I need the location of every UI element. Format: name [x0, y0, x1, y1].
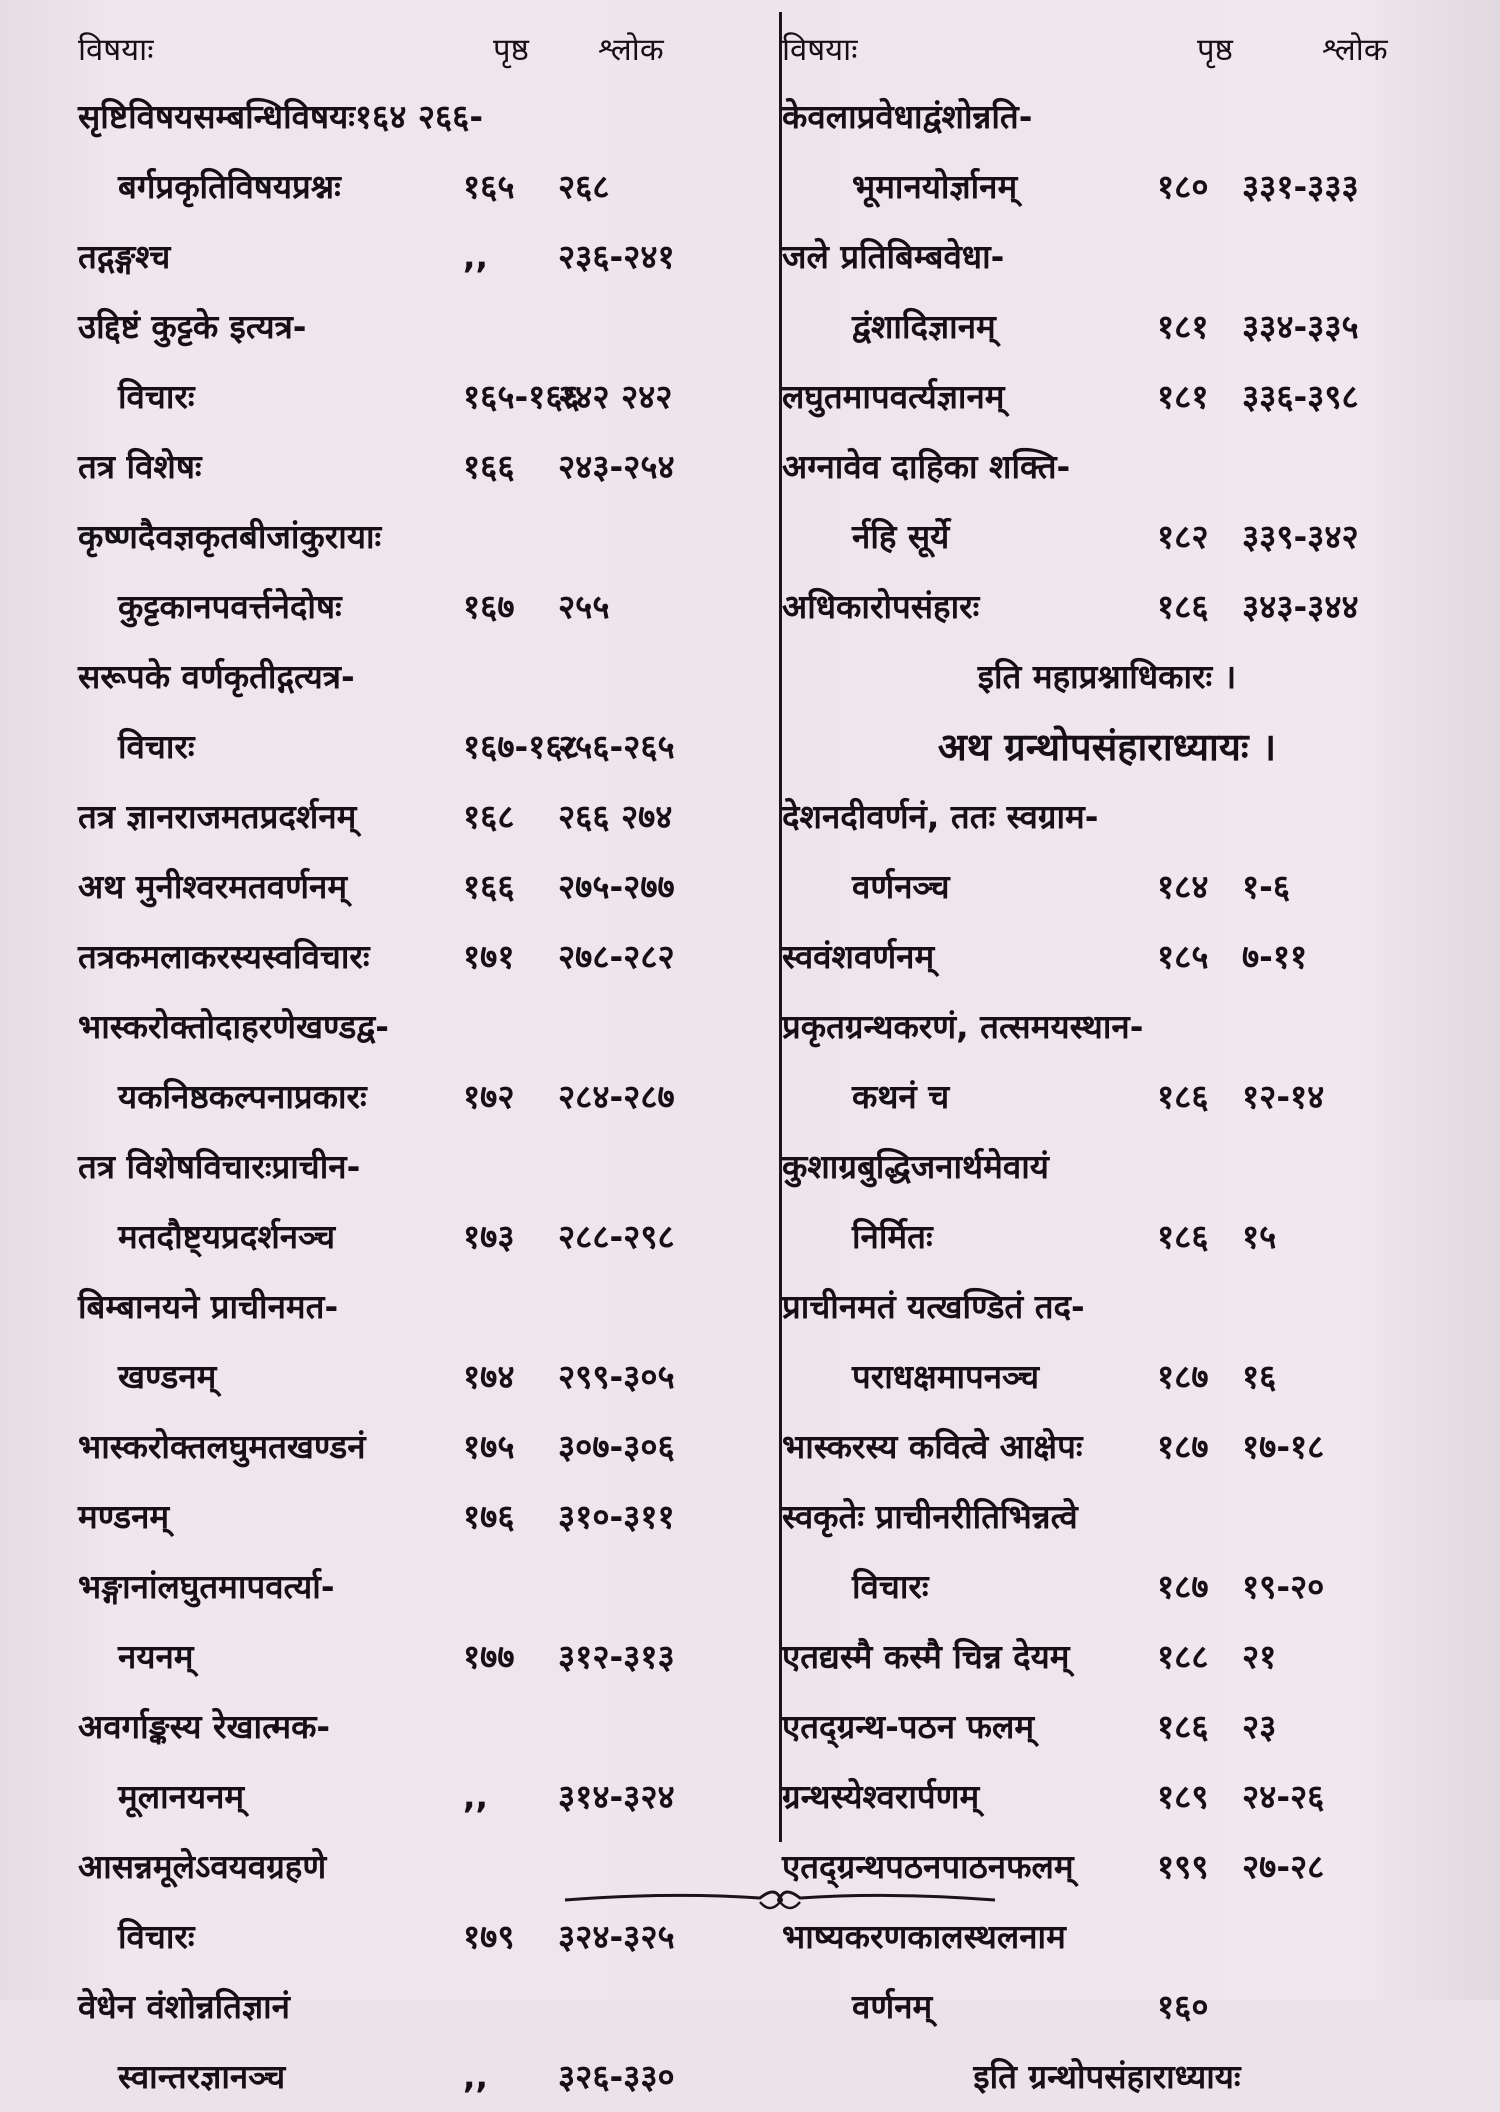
toc-entry	[782, 1132, 1432, 1202]
toc-entry	[78, 642, 733, 712]
entry-subject: भङ्गानांलघुतमापवर्त्या-	[78, 1567, 335, 1606]
entry-page: १८६	[1157, 1707, 1209, 1746]
toc-entry	[78, 852, 733, 922]
entry-subject: र्नहि सूर्ये	[852, 517, 950, 556]
left-header	[78, 18, 733, 82]
entry-shloka: २६८	[558, 167, 610, 206]
entry-shloka: २४३-२५४	[558, 447, 675, 486]
toc-entry	[78, 222, 733, 292]
entry-shloka: २१	[1242, 1637, 1277, 1676]
entry-page: १८९	[1157, 1777, 1209, 1816]
toc-entry	[782, 1272, 1432, 1342]
toc-entry	[78, 1972, 733, 2042]
entry-shloka: २४-२६	[1242, 1777, 1325, 1816]
entry-page: १६७-१६८	[463, 727, 580, 766]
right-column	[782, 18, 1432, 2112]
toc-entry	[78, 2042, 733, 2112]
entry-shloka: ३१४-३२४	[558, 1777, 675, 1816]
entry-shloka: ३०७-३०६	[558, 1427, 675, 1466]
entry-subject: कुट्टकानपवर्त्तनेदोषः	[118, 587, 342, 626]
toc-entry	[782, 432, 1432, 502]
entry-shloka: २९९-३०५	[558, 1357, 675, 1396]
entry-subject: विचारः	[118, 727, 195, 766]
entry-shloka: ३४३-३४४	[1242, 587, 1359, 626]
entry-page: १८२	[1157, 517, 1209, 556]
toc-entry	[782, 82, 1432, 152]
header-shloka: श्लोक	[1322, 32, 1388, 68]
toc-entry	[78, 502, 733, 572]
entry-subject: यकनिष्ठकल्पनाप्रकारः	[118, 1077, 367, 1116]
entry-shloka: १-६	[1242, 867, 1291, 906]
entry-subject: भूमानयोर्ज्ञानम्	[852, 167, 1018, 206]
toc-entry	[782, 292, 1432, 362]
toc-entry	[782, 152, 1432, 222]
toc-entry	[78, 1272, 733, 1342]
entry-page: ,,	[463, 2057, 489, 2096]
toc-entry	[78, 1692, 733, 1762]
toc-entry	[782, 1552, 1432, 1622]
entry-subject: आसन्नमूलेऽवयवग्रहणे	[78, 1847, 327, 1886]
entry-page: १७६	[463, 1497, 515, 1536]
toc-entry	[78, 362, 733, 432]
entry-subject: केवलाप्रवेधाद्वंशोन्नति-	[782, 97, 1033, 136]
header-page: पृष्ठ	[1197, 32, 1233, 68]
entry-page: १७५	[463, 1427, 515, 1466]
entry-subject: निर्मितः	[852, 1217, 933, 1256]
entry-page: १६६	[463, 867, 515, 906]
toc-entry	[78, 1622, 733, 1692]
entry-subject: कृष्णदैवज्ञकृतबीजांकुरायाः	[78, 517, 382, 556]
entry-subject: कथनं च	[852, 1077, 950, 1116]
entry-subject: मतदौष्ट्यप्रदर्शनञ्च	[118, 1217, 336, 1256]
toc-entry	[78, 1132, 733, 1202]
entry-subject: बिम्बानयने प्राचीनमत-	[78, 1287, 339, 1326]
toc-entry	[782, 362, 1432, 432]
entry-page: ,,	[463, 237, 489, 276]
entry-subject: एतद्यस्मै कस्मै चिन्न देयम्	[782, 1637, 1070, 1676]
entry-shloka: ३२४-३२५	[558, 1917, 675, 1956]
toc-entry	[78, 432, 733, 502]
entry-subject: भास्करोक्तलघुमतखण्डनं	[78, 1427, 366, 1466]
toc-entry	[782, 1062, 1432, 1132]
entry-subject: पराधक्षमापनञ्च	[852, 1357, 1040, 1396]
entry-page: १८४	[1157, 867, 1209, 906]
entry-subject: तद्गङ्गश्च	[78, 237, 171, 276]
toc-entry	[78, 1412, 733, 1482]
section-heading: अथ ग्रन्थोपसंहाराध्यायः ।	[937, 725, 1277, 769]
entry-shloka: ३३६-३९८	[1242, 377, 1359, 416]
left-column	[78, 18, 733, 2112]
toc-entry	[782, 712, 1432, 782]
entry-subject: मण्डनम्	[78, 1497, 170, 1536]
toc-entry	[78, 712, 733, 782]
entry-page: १७७	[463, 1637, 515, 1676]
entry-subject: भास्करोक्तोदाहरणेखण्डद्व-	[78, 1007, 389, 1046]
toc-entry	[782, 1972, 1432, 2042]
entry-subject: मूलानयनम्	[118, 1777, 245, 1816]
entry-subject: विचारः	[852, 1567, 929, 1606]
entry-page: १६८	[463, 797, 515, 836]
entry-subject: जले प्रतिबिम्बवेधा-	[782, 237, 1005, 276]
entry-subject: नयनम्	[118, 1637, 194, 1676]
entry-page: १६५	[463, 167, 515, 206]
entry-subject: स्ववंशवर्णनम्	[782, 937, 935, 976]
entry-subject: अग्नावेव दाहिका शक्ति-	[782, 447, 1071, 486]
toc-entry	[78, 152, 733, 222]
entry-subject: तत्र विशेषः	[78, 447, 202, 486]
header-page: पृष्ठ	[493, 32, 529, 68]
entry-shloka: १६	[1242, 1357, 1277, 1396]
entry-shloka: २७८-२८२	[558, 937, 675, 976]
entry-shloka: १९-२०	[1242, 1567, 1325, 1606]
entry-shloka: ३३९-३४२	[1242, 517, 1359, 556]
entry-subject: प्रकृतग्रन्थकरणं, तत्समयस्थान-	[782, 1007, 1144, 1046]
entry-shloka: २८८-२९८	[558, 1217, 675, 1256]
entry-shloka: ३१०-३११	[558, 1497, 675, 1536]
entry-page: १८६	[1157, 1217, 1209, 1256]
toc-entry	[782, 1342, 1432, 1412]
entry-subject: वर्णनम्	[852, 1987, 933, 2026]
toc-entry	[782, 1202, 1432, 1272]
entry-subject: वेधेन वंशोन्नतिज्ञानं	[78, 1987, 290, 2026]
entry-page: १८८	[1157, 1637, 1209, 1676]
entry-shloka: ३३४-३३५	[1242, 307, 1359, 346]
entry-subject: एतद्ग्रन्थपठनपाठनफलम्	[782, 1847, 1074, 1886]
entry-subject: सरूपके वर्णकृतीद्गत्यत्र-	[78, 657, 355, 696]
header-subject: विषयाः	[78, 32, 154, 68]
entry-shloka: २३	[1242, 1707, 1277, 1746]
toc-entry	[782, 1412, 1432, 1482]
entry-subject: लघुतमापवर्त्यज्ञानम्	[782, 377, 1005, 416]
entry-page: १७१	[463, 937, 515, 976]
entry-page: १८०	[1157, 167, 1209, 206]
entry-shloka: २६६ २७४	[558, 797, 673, 836]
toc-entry	[78, 782, 733, 852]
entry-subject: स्वकृतेः प्राचीनरीतिभिन्नत्वे	[782, 1497, 1078, 1536]
entry-subject: भाष्यकरणकालस्थलनाम	[782, 1917, 1066, 1956]
toc-entry	[78, 1762, 733, 1832]
entry-subject: उद्दिष्टं कुट्टके इत्यत्र-	[78, 307, 307, 346]
entry-page: १६७	[463, 587, 515, 626]
entry-subject: कुशाग्रबुद्धिजनार्थमेवायं	[782, 1147, 1049, 1186]
entry-subject: बर्गप्रकृतिविषयप्रश्नः	[118, 167, 341, 206]
entry-page: ,,	[463, 1777, 489, 1816]
toc-entry	[78, 1552, 733, 1622]
entry-shloka: २३६-२४१	[558, 237, 675, 276]
entry-page: १७९	[463, 1917, 515, 1956]
entry-shloka: २७५-२७७	[558, 867, 675, 906]
toc-entry	[78, 1342, 733, 1412]
toc-entry	[782, 502, 1432, 572]
toc-entry	[782, 1762, 1432, 1832]
entry-subject: भास्करस्य कवित्वे आक्षेपः	[782, 1427, 1083, 1466]
toc-entry	[78, 1482, 733, 1552]
toc-entry	[782, 992, 1432, 1062]
entry-subject: एतद्ग्रन्थ-पठन फलम्	[782, 1707, 1035, 1746]
toc-entry	[78, 292, 733, 362]
header-subject: विषयाः	[782, 32, 858, 68]
toc-entry	[782, 2042, 1432, 2112]
entry-page: १८७	[1157, 1427, 1209, 1466]
toc-entry	[782, 572, 1432, 642]
entry-page: १८१	[1157, 307, 1209, 346]
right-entries	[782, 82, 1432, 2112]
entry-page: १६५-१६६	[463, 377, 580, 416]
toc-entry	[782, 642, 1432, 712]
entry-subject: तत्र विशेषविचारःप्राचीन-	[78, 1147, 361, 1186]
entry-subject: सृष्टिविषयसम्बन्धिविषयः१६४ २६६-	[78, 97, 484, 136]
toc-entry	[78, 992, 733, 1062]
entry-subject: वर्णनञ्च	[852, 867, 950, 906]
entry-shloka: १५	[1242, 1217, 1277, 1256]
entry-shloka: १२-१४	[1242, 1077, 1325, 1116]
entry-subject: अथ मुनीश्वरमतवर्णनम्	[78, 867, 348, 906]
toc-entry	[782, 922, 1432, 992]
entry-shloka: २८४-२८७	[558, 1077, 675, 1116]
toc-entry	[78, 1062, 733, 1132]
toc-entry	[782, 782, 1432, 852]
entry-page: १६६	[463, 447, 515, 486]
entry-subject: देशनदीवर्णनं, ततः स्वग्राम-	[782, 797, 1099, 836]
entry-subject: स्वान्तरज्ञानञ्च	[118, 2057, 286, 2096]
entry-shloka: ३२६-३३०	[558, 2057, 675, 2096]
toc-entry	[782, 1692, 1432, 1762]
entry-subject: तत्रकमलाकरस्यस्वविचारः	[78, 937, 370, 976]
entry-subject: तत्र ज्ञानराजमतप्रदर्शनम्	[78, 797, 357, 836]
ornament-divider	[560, 1880, 1000, 1920]
left-entries	[78, 82, 733, 2112]
entry-subject: प्राचीनमतं यत्खण्डितं तद-	[782, 1287, 1085, 1326]
entry-subject: विचारः	[118, 377, 195, 416]
toc-entry	[78, 922, 733, 992]
entry-page: १८५	[1157, 937, 1209, 976]
entry-page: १८६	[1157, 587, 1209, 626]
entry-subject: विचारः	[118, 1917, 195, 1956]
entry-page: १७३	[463, 1217, 515, 1256]
entry-subject: ग्रन्थस्येश्वरार्पणम्	[782, 1777, 980, 1816]
entry-page: १८७	[1157, 1357, 1209, 1396]
entry-page: १८१	[1157, 377, 1209, 416]
entry-subject: अधिकारोपसंहारः	[782, 587, 980, 626]
entry-shloka: १७-१८	[1242, 1427, 1325, 1466]
entry-subject: अवर्गाङ्कस्य रेखात्मक-	[78, 1707, 331, 1746]
toc-entry	[782, 1622, 1432, 1692]
entry-shloka: २५६-२६५	[558, 727, 675, 766]
toc-entry	[78, 1202, 733, 1272]
entry-page: १८७	[1157, 1567, 1209, 1606]
toc-entry	[78, 82, 733, 152]
entry-shloka: ३३१-३३३	[1242, 167, 1359, 206]
entry-page: १७४	[463, 1357, 515, 1396]
entry-subject: खण्डनम्	[118, 1357, 217, 1396]
entry-page: १९९	[1157, 1847, 1209, 1886]
entry-shloka: २४२ २४२	[558, 377, 673, 416]
section-end-note: इति महाप्रश्नाधिकारः ।	[977, 657, 1237, 696]
toc-entry	[782, 222, 1432, 292]
toc-entry	[78, 572, 733, 642]
entry-page: १८६	[1157, 1077, 1209, 1116]
right-header	[782, 18, 1432, 82]
entry-shloka: २७-२८	[1242, 1847, 1325, 1886]
section-end-note: इति ग्रन्थोपसंहाराध्यायः	[973, 2057, 1241, 2096]
entry-shloka: २५५	[558, 587, 610, 626]
header-shloka: श्लोक	[598, 32, 664, 68]
toc-entry	[782, 1482, 1432, 1552]
entry-shloka: ३१२-३१३	[558, 1637, 675, 1676]
entry-page: १६०	[1157, 1987, 1209, 2026]
entry-shloka: ७-११	[1242, 937, 1308, 976]
entry-page: १७२	[463, 1077, 515, 1116]
toc-entry	[782, 852, 1432, 922]
entry-subject: द्वंशादिज्ञानम्	[852, 307, 996, 346]
